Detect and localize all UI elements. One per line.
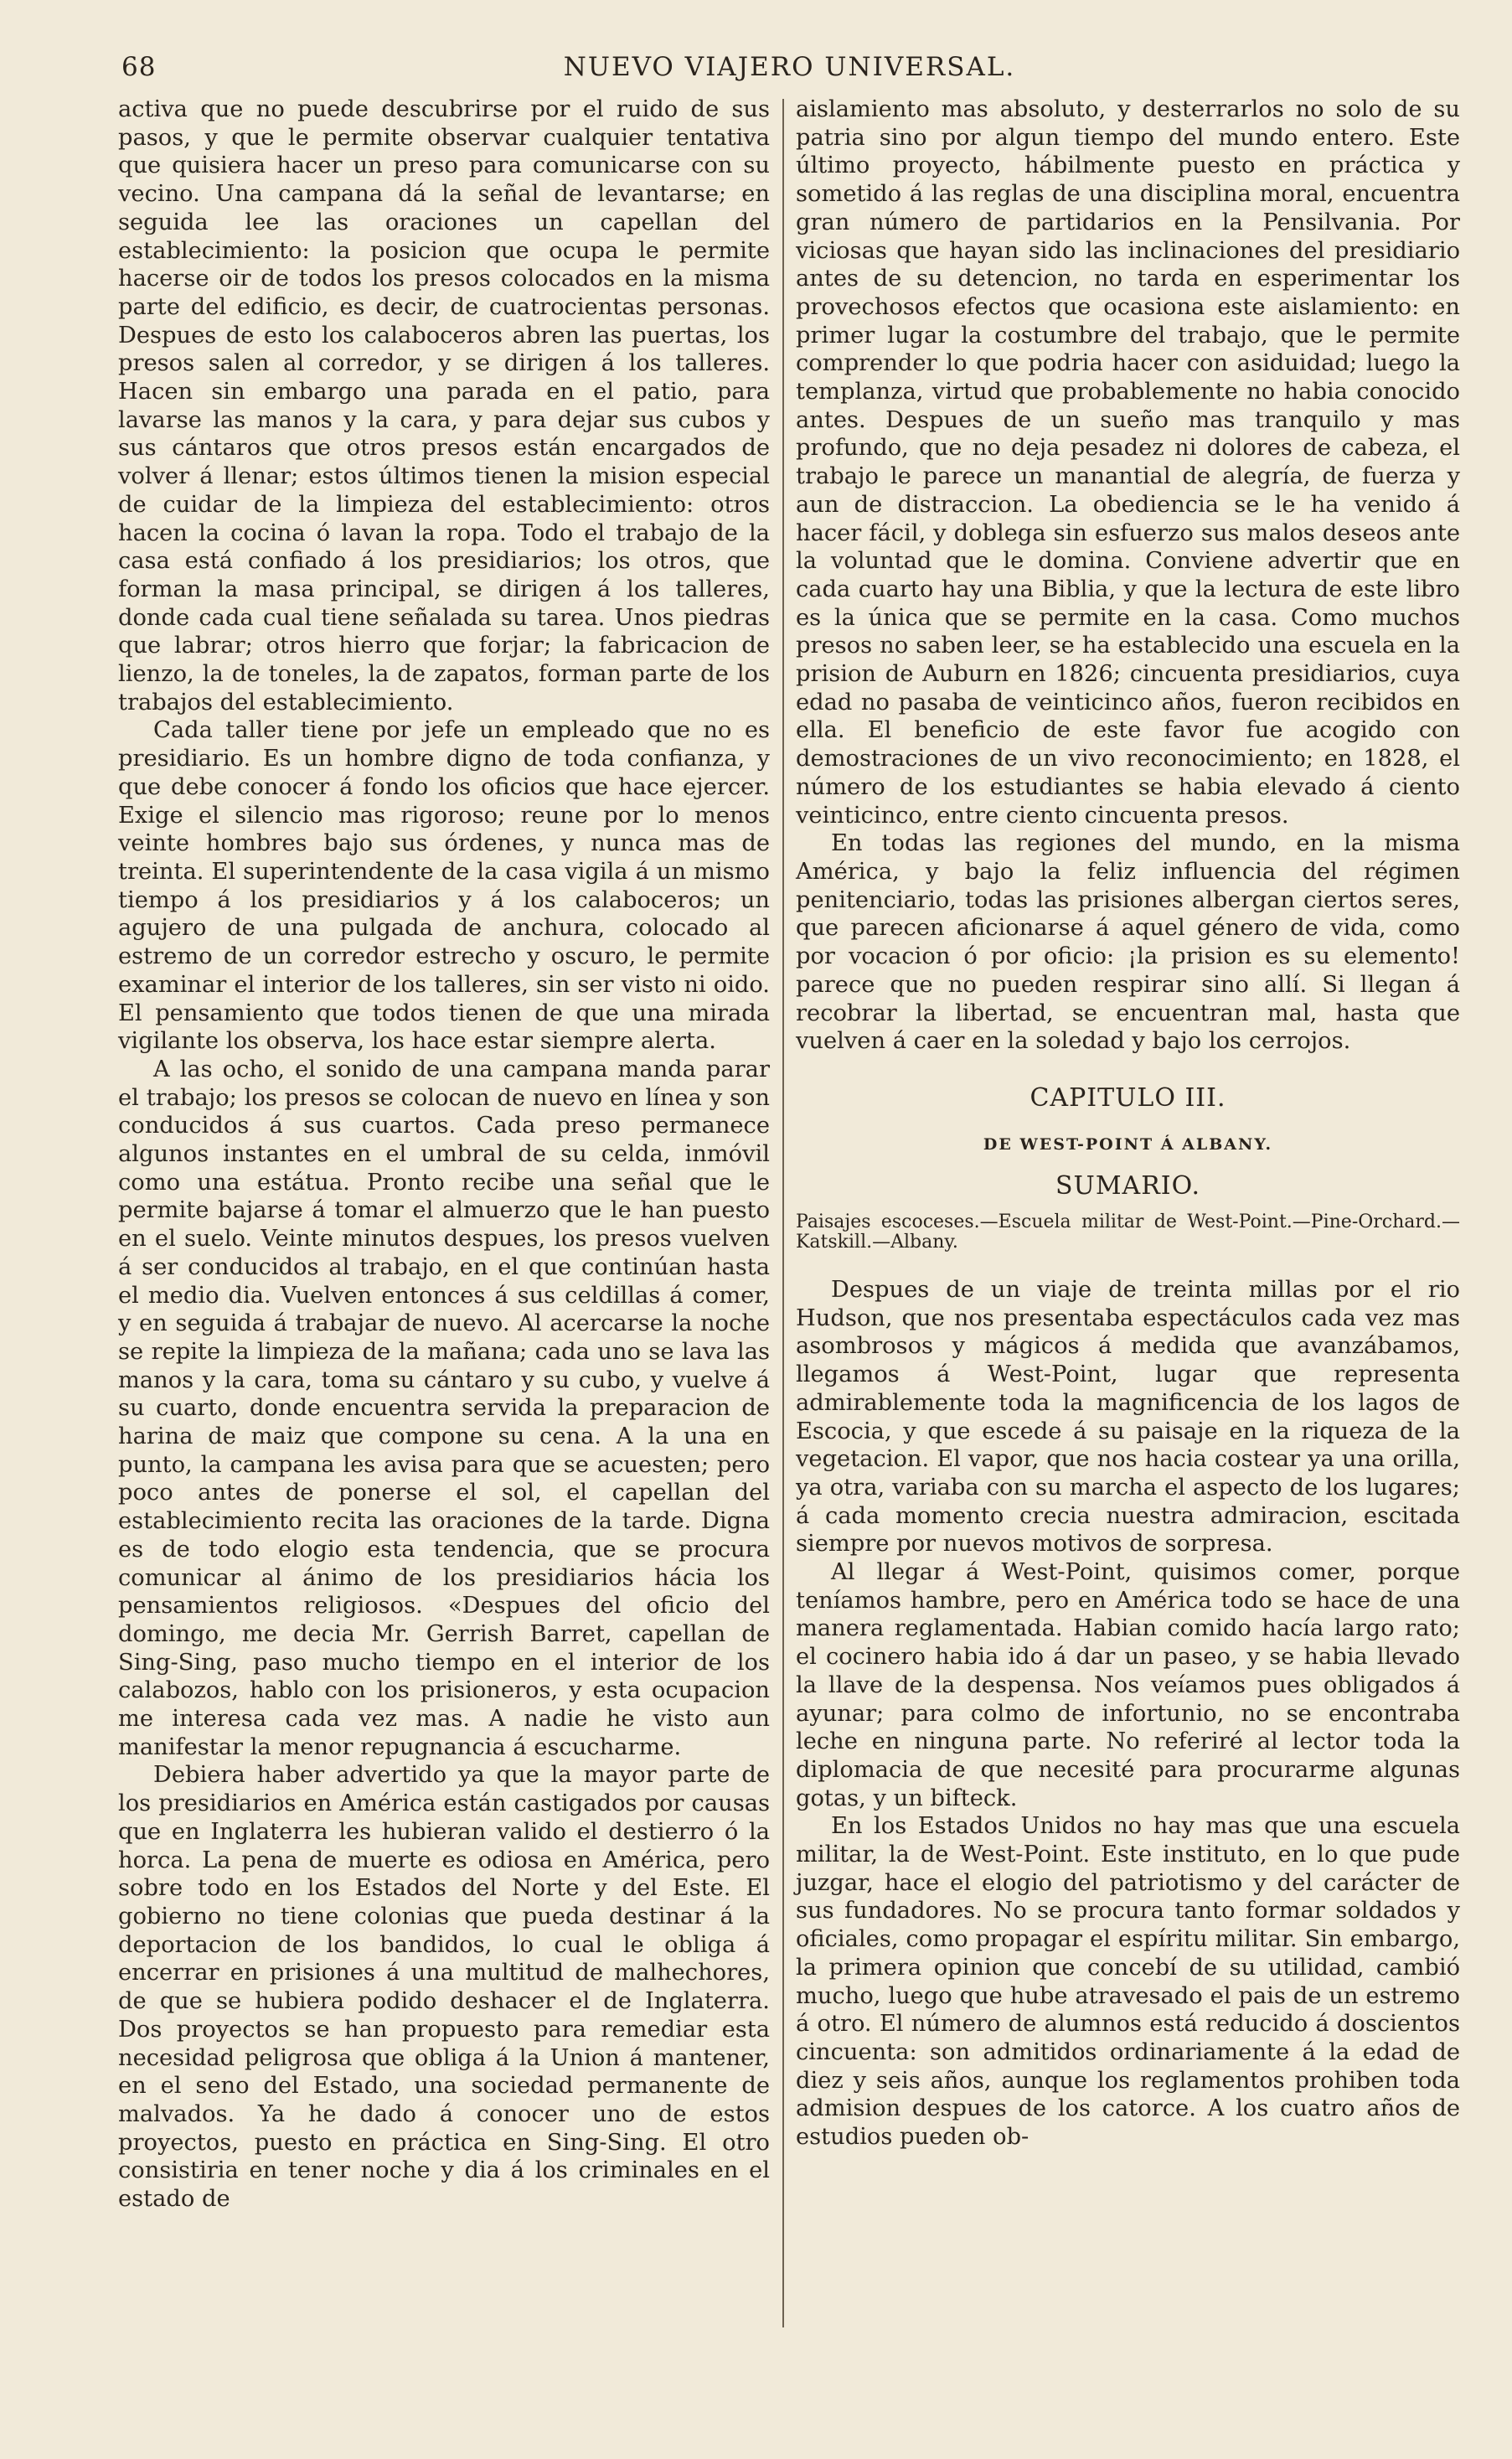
page-number: 68 — [121, 52, 157, 82]
paragraph: activa que no puede descubrirse por el ruido de sus pasos, y que le permite observar cualquier tentativa que quisiera hacer un preso para comunicarse con su vecino. Una campana dá la señal de levantarse; en seguida lee las oraciones un capellan del establecimiento: la posicion que ocupa le permite hacerse oir de todos los presos colocados en la misma parte del edificio, es decir, de cuatrocientas personas. Despues de esto los calaboceros abren las puertas, los presos salen al corredor, y se dirigen á los talleres. Hacen sin embargo una parada en el patio, para lavarse las manos y la cara, y para dejar sus cubos y sus cántaros que otros presos están encargados de volver á llenar; estos últimos tienen la mision especial de cuidar de la limpieza del establecimiento: otros hacen la cocina ó lavan la ropa. Todo el trabajo de la casa está confiado á los presidiarios; los otros, que forman la masa principal, se dirigen á los talleres, donde cada cual tiene señalada su tarea. Unos piedras que labrar; otros hierro que forjar; la fabricacion de lienzo, la de toneles, la de zapatos, forman parte de los trabajos del establecimiento. — [118, 96, 770, 715]
chapter-title: CAPITULO III. — [1030, 1082, 1226, 1113]
left-column — [118, 96, 770, 2214]
paragraph: Cada taller tiene por jefe un empleado que no es presidiario. Es un hombre digno de toda confianza, y que debe conocer á fondo los oficios que hace ejercer. Exige el silencio mas rigoroso; reune por lo menos veinte hombres bajo sus órdenes, y nunca mas de treinta. El superintendente de la casa vigila á un mismo tiempo á los presidiarios y á los calaboceros; un agujero de una pulgada de anchura, colocado al estremo de un corredor estrecho y oscuro, le permite examinar el interior de los talleres, sin ser visto ni oido. El pensamiento que todos tienen de que una mirada vigilante los observa, los hace estar siempre alerta. — [118, 717, 770, 1055]
running-title: NUEVO VIAJERO UNIVERSAL. — [563, 52, 1016, 82]
right-column — [796, 96, 1460, 2152]
paragraph: A las ocho, el sonido de una campana manda parar el trabajo; los presos se colocan de nuevo en línea y son conducidos á sus cuartos. Cada preso permanece algunos instantes en el umbral de su celda, inmóvil como una estátua. Pronto recibe una señal que le permite bajarse á tomar el almuerzo que le han puesto en el suelo. Veinte minutos despues, los presos vuelven á ser conducidos al trabajo, en el que continúan hasta el medio dia. Vuelven entonces á sus celdillas á comer, y en seguida á trabajar de nuevo. Al acercarse la noche se repite la limpieza de la mañana; cada uno se lava las manos y la cara, toma su cántaro y su cubo, y vuelve á su cuarto, donde encuentra servida la preparacion de harina de maiz que compone su cena. A la una en punto, la campana les avisa para que se acuesten; pero poco antes de ponerse el sol, el capellan del establecimiento recita las oraciones de la tarde. Digna es de todo elogio esta tendencia, que se procura comunicar al ánimo de los presidiarios hácia los pensamientos religiosos. «Despues del oficio del domingo, me decia Mr. Gerrish Barret, capellan de Sing-Sing, paso mucho tiempo en el interior de los calabozos, hablo con los prisioneros, y esta ocupacion me interesa cada vez mas. A nadie he visto aun manifestar la menor repugnancia á escucharme. — [118, 1056, 770, 1760]
sumario-text: Paisajes escoceses.—Escuela militar de West-Point.—Pine-Orchard.—Katskill.—Albany. — [796, 1211, 1460, 1253]
page-header — [121, 52, 1458, 90]
paragraph: aislamiento mas absoluto, y desterrarlos no solo de su patria sino por algun tiempo del mundo entero. Este último proyecto, hábilmente puesto en práctica y sometido á las reglas de una disciplina moral, encuentra gran número de partidarios en la Pensilvania. Por viciosas que hayan sido las inclinaciones del presidiario antes de su detencion, no tarda en esperimentar los provechosos efectos que ocasiona este aislamiento: en primer lugar la costumbre del trabajo, que le permite comprender lo que podria hacer con asiduidad; luego la templanza, virtud que probablemente no habia conocido antes. Despues de un sueño mas tranquilo y mas profundo, que no deja pesadez ni dolores de cabeza, el trabajo le parece un manantial de alegría, de fuerza y aun de distraccion. La obediencia se le ha venido á hacer fácil, y doblega sin esfuerzo sus malos deseos ante la voluntad que le domina. Conviene advertir que en cada cuarto hay una Biblia, y que la lectura de este libro es la única que se permite en la casa. Como muchos presos no saben leer, se ha establecido una escuela en la prision de Auburn en 1826; cincuenta presidiarios, cuya edad no pasaba de veinticinco años, fueron recibidos en ella. El beneficio de este favor fue acogido con demostraciones de un vivo reconocimiento; en 1828, el número de los estudiantes se habia elevado á ciento veinticinco, entre ciento cincuenta presos. — [796, 96, 1460, 829]
paragraph: Despues de un viaje de treinta millas por el rio Hudson, que nos presentaba espectáculos cada vez mas asombrosos y mágicos á medida que avanzábamos, llegamos á West-Point, lugar que representa admirablemente toda la magnificencia de los lagos de Escocia, y que escede á su paisaje en la riqueza de la vegetacion. El vapor, que nos hacia costear ya una orilla, ya otra, variaba con su marcha el aspecto de los lugares; á cada momento crecia nuestra admiracion, escitada siempre por nuevos motivos de sorpresa. — [796, 1277, 1460, 1558]
column-divider — [782, 99, 784, 2327]
chapter-subtitle: DE WEST-POINT Á ALBANY. — [983, 1134, 1273, 1154]
paragraph: Debiera haber advertido ya que la mayor parte de los presidiarios en América están castigados por causas que en Inglaterra les hubieran valido el destierro ó la horca. La pena de muerte es odiosa en América, pero sobre todo en los Estados del Norte y del Este. El gobierno no tiene colonias que pueda destinar á la deportacion de los bandidos, lo cual le obliga á encerrar en prisiones á una multitud de malhechores, de que se hubiera podido deshacer el de Inglaterra. Dos proyectos se han propuesto para remediar esta necesidad peligrosa que obliga á la Union á mantener, en el seno del Estado, una sociedad permanente de malvados. Ya he dado á conocer uno de estos proyectos, puesto en práctica en Sing-Sing. El otro consistiria en tener noche y dia á los criminales en el estado de — [118, 1762, 770, 2213]
paragraph: En todas las regiones del mundo, en la misma América, y bajo la feliz influencia del régimen penitenciario, todas las prisiones albergan ciertos seres, que parecen aficionarse á aquel género de vida, como por vocacion ó por oficio: ¡la prision es su elemento! parece que no pueden respirar sino allí. Si llegan á recobrar la libertad, se encuentran mal, hasta que vuelven á caer en la soledad y bajo los cerrojos. — [796, 830, 1460, 1055]
paragraph: Al llegar á West-Point, quisimos comer, porque teníamos hambre, pero en América todo se hace de una manera reglamentada. Habian comido hacía largo rato; el cocinero habia ido á dar un paseo, y se habia llevado la llave de la despensa. Nos veíamos pues obligados á ayunar; para colmo de infortunio, no se encontraba leche en ninguna parte. No referiré al lector toda la diplomacia de que necesité para procurarme algunas gotas, y un bifteck. — [796, 1559, 1460, 1811]
sumario-heading: SUMARIO. — [1055, 1171, 1201, 1201]
paragraph: En los Estados Unidos no hay mas que una escuela militar, la de West-Point. Este instituto, en lo que pude juzgar, hace el elogio del patriotismo y del carácter de sus fundadores. No se procura tanto formar soldados y oficiales, como propagar el espíritu militar. Sin embargo, la primera opinion que concebí de su utilidad, cambió mucho, luego que hube atravesado el pais de un estremo á otro. El número de alumnos está reducido á doscientos cincuenta: son admitidos ordinariamente á la edad de diez y seis años, aunque los reglamentos prohiben toda admision despues de los catorce. A los cuatro años de estudios pueden ob- — [796, 1813, 1460, 2151]
